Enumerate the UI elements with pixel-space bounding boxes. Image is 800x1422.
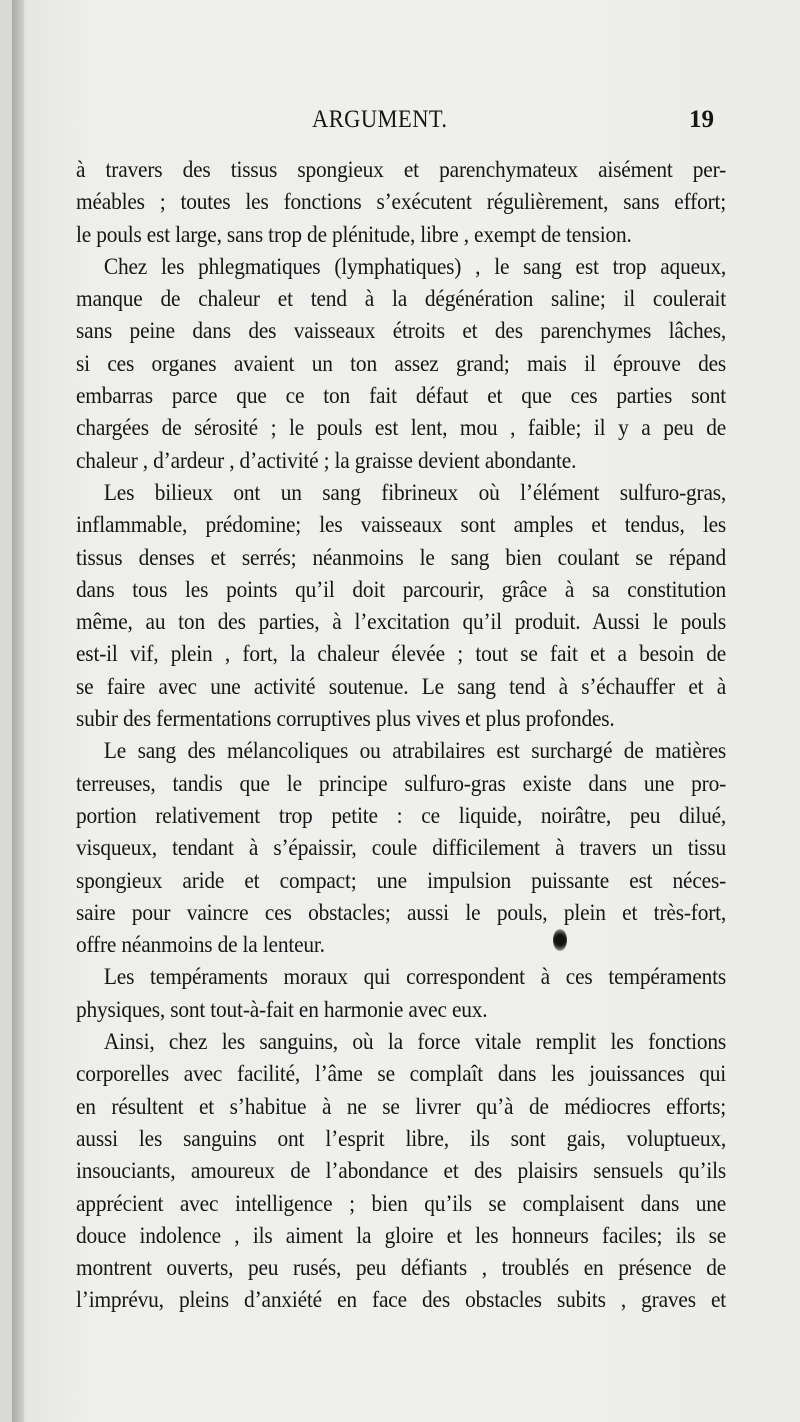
text-line: embarras parce que ce ton fait défaut et que ces parties sont (76, 383, 727, 409)
text-line: chargées de sérosité ; le pouls est lent, mou , faible; il y a peu de (76, 415, 727, 441)
text-line: Le sang des mélancoliques ou atrabilaires est surchargé de matières (103, 738, 727, 764)
text-line: Les tempéraments moraux qui correspondent à ces tempéraments (103, 964, 727, 990)
page-number: 19 (689, 106, 714, 133)
text-line: visqueux, tendant à s’épaissir, coule difficilement à travers un tissu (76, 835, 727, 861)
text-line: dans tous les points qu’il doit parcourir, grâce à sa constitution (76, 576, 727, 602)
text-line: Chez les phlegmatiques (lymphatiques) , le sang est trop aqueux, (103, 253, 727, 279)
body-text (76, 154, 726, 1317)
text-line: physiques, sont tout-à-fait en harmonie avec eux. (76, 996, 488, 1022)
text-line: à travers des tissus spongieux et parenchymateux aisément per- (76, 157, 727, 182)
text-line: le pouls est large, sans trop de plénitude, libre , exempt de tension. (76, 221, 632, 247)
ink-blot (553, 929, 567, 951)
text-line: méables ; toutes les fonctions s’exécutent régulièrement, sans effort; (76, 189, 727, 215)
running-title: ARGUMENT. (312, 106, 448, 133)
text-line: douce indolence , ils aiment la gloire et les honneurs faciles; ils se (76, 1222, 727, 1248)
text-line: aussi les sanguins ont l’esprit libre, ils sont gais, voluptueux, (76, 1125, 727, 1151)
text-line: Ainsi, chez les sanguins, où la force vitale remplit les fonctions (103, 1029, 727, 1055)
text-line: l’imprévu, pleins d’anxiété en face des obstacles subits , graves et (76, 1287, 727, 1313)
text-line: insouciants, amoureux de l’abondance et des plaisirs sensuels qu’ils (76, 1158, 727, 1184)
text-line: Les bilieux ont un sang fibrineux où l’élément sulfuro-gras, (103, 479, 727, 505)
text-line: manque de chaleur et tend à la dégénération saline; il coulerait (76, 286, 727, 312)
text-line: montrent ouverts, peu rusés, peu défiants , troublés en présence de (76, 1255, 727, 1281)
text-line: saire pour vaincre ces obstacles; aussi le pouls, plein et très-fort, (76, 899, 727, 925)
text-line: se faire avec une activité soutenue. Le sang tend à s’échauffer et à (76, 673, 727, 699)
text-line: spongieux aride et compact; une impulsion puissante est néces- (76, 867, 727, 893)
text-line: subir des fermentations corruptives plus vives et plus profondes. (76, 706, 615, 732)
text-line: tissus denses et serrés; néanmoins le sang bien coulant se répand (76, 544, 727, 570)
text-line: est-il vif, plein , fort, la chaleur élevée ; tout se fait et a besoin de (76, 641, 727, 667)
text-line: si ces organes avaient un ton assez grand; mais il éprouve des (76, 350, 727, 376)
text-line: sans peine dans des vaisseaux étroits et des parenchymes lâches, (76, 318, 727, 344)
text-line: offre néanmoins de la lenteur. (76, 932, 325, 958)
text-line: en résultent et s’habitue à ne se livrer qu’à de médiocres efforts; (76, 1093, 727, 1119)
page-gutter-shadow (12, 0, 24, 1422)
text-line: terreuses, tandis que le principe sulfuro-gras existe dans une pro- (76, 770, 727, 796)
text-line: apprécient avec intelligence ; bien qu’ils se complaisent dans une (76, 1190, 727, 1216)
book-page (12, 0, 800, 1422)
text-line: corporelles avec facilité, l’âme se complaît dans les jouissances qui (76, 1061, 727, 1087)
text-line: portion relativement trop petite : ce liquide, noirâtre, peu dilué, (76, 802, 727, 828)
text-line: inflammable, prédomine; les vaisseaux sont amples et tendus, les (76, 512, 727, 538)
text-line: chaleur , d’ardeur , d’activité ; la graisse devient abondante. (76, 447, 577, 473)
page-header (12, 106, 800, 140)
text-line: même, au ton des parties, à l’excitation qu’il produit. Aussi le pouls (76, 609, 727, 635)
